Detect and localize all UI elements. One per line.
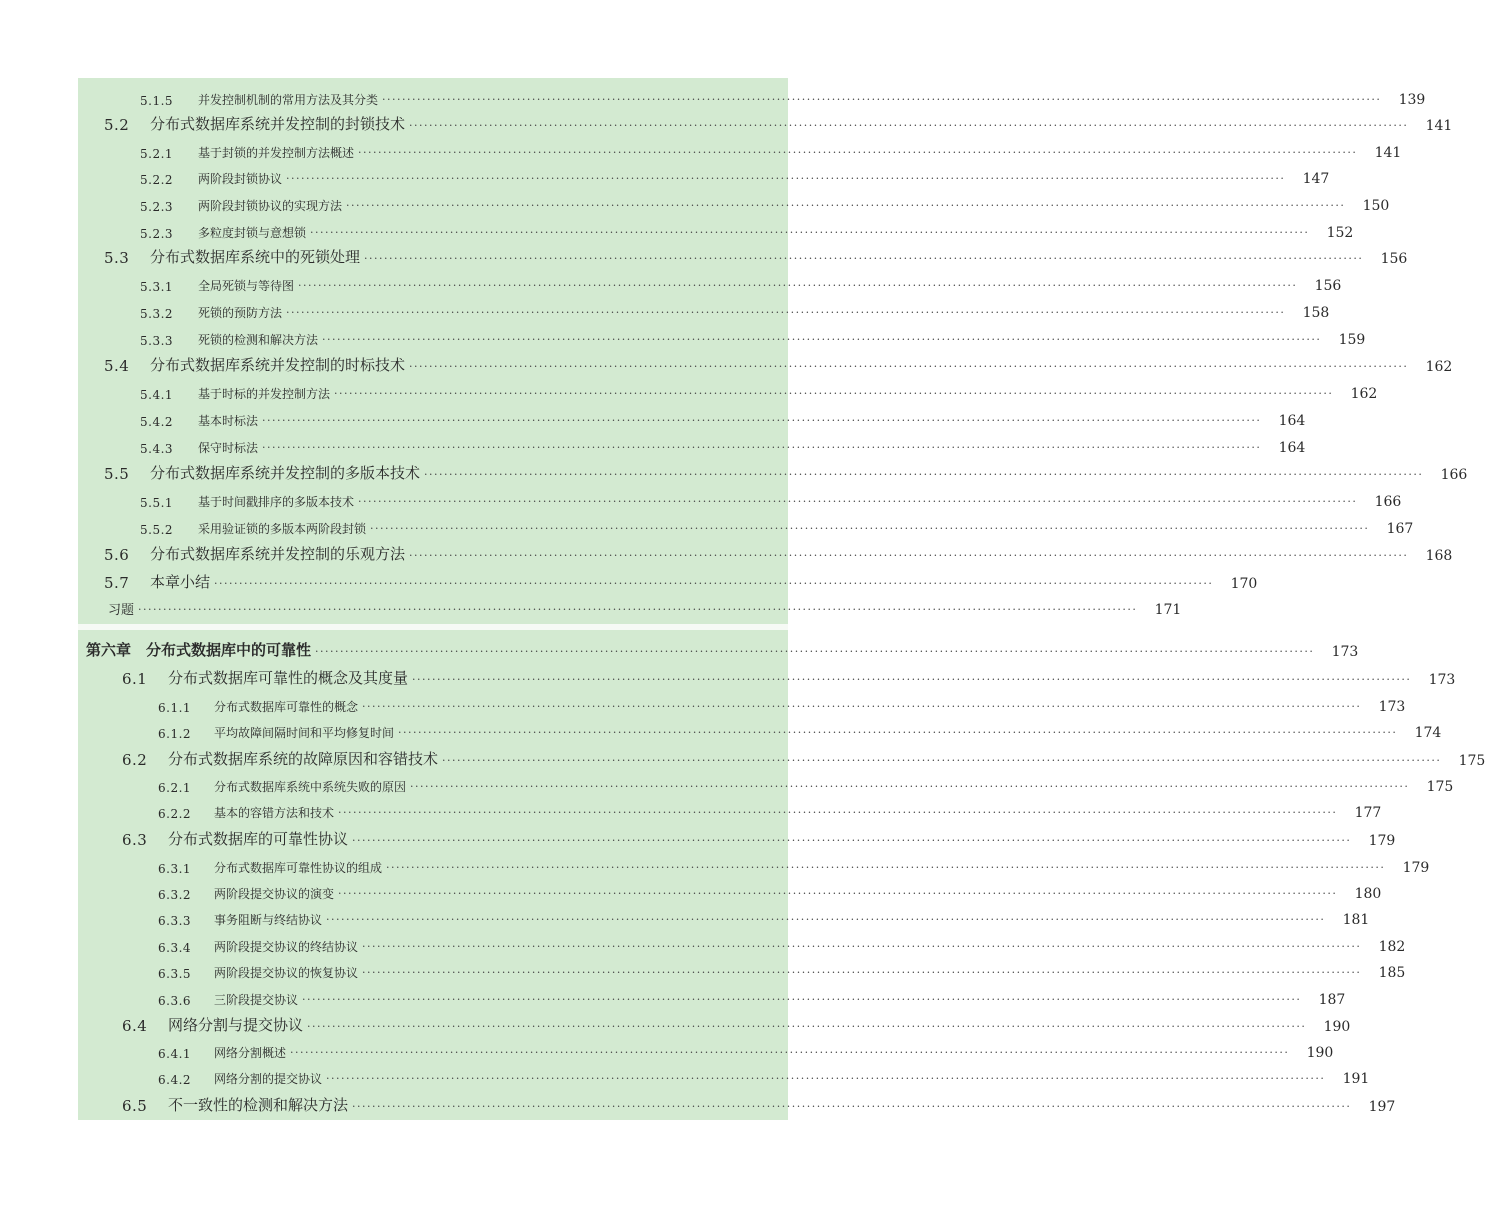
dot-leader: ········································································································································································································ — [412, 673, 1412, 686]
toc-entry-number: 5.6 — [104, 546, 130, 564]
toc-entry-page: 197 — [1368, 1099, 1396, 1115]
toc-entry-number: 6.3 — [122, 831, 148, 849]
toc-entry[interactable] — [78, 1013, 1351, 1035]
toc-entry-title: 基本的容错方法和技术 — [214, 806, 335, 820]
toc-entry[interactable] — [78, 461, 1468, 483]
dot-leader: ········································································································································································································ — [362, 966, 1362, 979]
dot-leader: ········································································································································································································ — [262, 414, 1262, 427]
toc-entry[interactable] — [78, 488, 1402, 510]
toc-entry[interactable] — [78, 693, 1406, 715]
toc-entry-number: 6.5 — [122, 1097, 148, 1115]
dot-leader: ········································································································································································································ — [286, 172, 1286, 185]
dot-leader: ········································································································································································································ — [338, 887, 1338, 900]
dot-leader: ········································································································································································································ — [352, 834, 1352, 847]
dot-leader: ········································································································································································································ — [386, 861, 1386, 874]
dot-leader: ········································································································································································································ — [362, 700, 1362, 713]
toc-entry-page: 182 — [1378, 939, 1406, 955]
toc-entry-number: 6.4.1 — [158, 1047, 192, 1061]
toc-entry-title: 两阶段提交协议的终结协议 — [214, 940, 359, 954]
dot-leader: ········································································································································································································ — [424, 468, 1424, 481]
toc-entry-page: 159 — [1338, 332, 1366, 348]
dot-leader: ········································································································································································································ — [346, 199, 1346, 212]
toc-entry-title: 分布式数据库可靠性的概念 — [214, 700, 359, 714]
toc-entry[interactable] — [78, 407, 1306, 429]
toc-entry-page: 167 — [1386, 521, 1414, 537]
toc-entry-page: 173 — [1331, 644, 1359, 660]
toc-entry-page: 191 — [1342, 1071, 1370, 1087]
dot-leader: ········································································································································································································ — [302, 993, 1302, 1006]
toc-entry-number: 5.5.2 — [140, 523, 174, 537]
toc-entry-title: 分布式数据库系统的故障原因和容错技术 — [168, 750, 439, 768]
dot-leader: ········································································································································································································ — [382, 93, 1382, 106]
toc-entry-number: 5.4.1 — [140, 388, 174, 402]
toc-entry-number: 5.2.3 — [140, 227, 174, 241]
dot-leader: ········································································································································································································ — [409, 119, 1409, 132]
toc-entry-page: 156 — [1314, 278, 1342, 294]
toc-entry-title: 保守时标法 — [198, 441, 259, 455]
toc-entry-title: 习题 — [108, 603, 135, 618]
dot-leader: ········································································································································································································ — [326, 913, 1326, 926]
toc-entry-title: 三阶段提交协议 — [214, 993, 299, 1007]
toc-entry-page: 141 — [1374, 145, 1402, 161]
toc-entry-page: 162 — [1350, 386, 1378, 402]
toc-entry[interactable] — [78, 986, 1346, 1008]
dot-leader: ········································································································································································································ — [334, 387, 1334, 400]
toc-entry[interactable] — [78, 906, 1370, 928]
toc-entry-page: 139 — [1398, 92, 1426, 108]
toc-entry[interactable] — [78, 434, 1306, 456]
toc-entry-title: 分布式数据库可靠性协议的组成 — [214, 861, 383, 875]
toc-entry-page: 162 — [1425, 359, 1453, 375]
toc-entry[interactable] — [78, 353, 1453, 375]
toc-entry[interactable] — [78, 1093, 1396, 1115]
toc-entry[interactable] — [78, 219, 1354, 241]
toc-entry[interactable] — [78, 959, 1406, 981]
toc-entry-number: 5.2.3 — [140, 200, 174, 214]
toc-entry-title: 分布式数据库可靠性的概念及其度量 — [168, 669, 409, 687]
toc-entry[interactable] — [78, 326, 1366, 348]
toc-entry-title: 两阶段提交协议的恢复协议 — [214, 966, 359, 980]
toc-entry-number: 6.1.1 — [158, 701, 192, 715]
toc-entry-number: 6.3.1 — [158, 862, 192, 876]
toc-entry-page: 187 — [1318, 992, 1346, 1008]
toc-entry-title: 基于封锁的并发控制方法概述 — [198, 146, 355, 160]
toc-entry[interactable] — [78, 799, 1382, 821]
toc-entry-page: 171 — [1154, 602, 1182, 618]
toc-entry-page: 166 — [1374, 494, 1402, 510]
dot-leader: ········································································································································································································ — [409, 549, 1409, 562]
dot-leader: ········································································································································································································ — [307, 1020, 1307, 1033]
toc-entry-title: 平均故障间隔时间和平均修复时间 — [214, 726, 395, 740]
dot-leader: ········································································································································································································ — [290, 1046, 1290, 1059]
toc-entry-number: 5.2 — [104, 116, 130, 134]
dot-leader: ········································································································································································································ — [358, 146, 1358, 159]
toc-entry-title: 分布式数据库系统并发控制的乐观方法 — [150, 545, 406, 563]
toc-entry-page: 190 — [1306, 1045, 1334, 1061]
toc-entry-number: 6.2.2 — [158, 807, 192, 821]
toc-entry-title: 全局死锁与等待图 — [198, 279, 295, 293]
toc-entry-title: 两阶段封锁协议 — [198, 172, 283, 186]
toc-entry-title: 死锁的检测和解决方法 — [198, 333, 319, 347]
toc-entry-number: 6.1.2 — [158, 727, 192, 741]
dot-leader: ········································································································································································································ — [409, 360, 1409, 373]
toc-entry-page: 179 — [1368, 833, 1396, 849]
toc-entry-number: 5.7 — [104, 574, 130, 592]
dot-leader: ········································································································································································································ — [326, 1072, 1326, 1085]
toc-entry-title: 分布式数据库系统并发控制的封锁技术 — [150, 115, 406, 133]
toc-entry[interactable] — [78, 542, 1453, 564]
toc-entry-title: 两阶段提交协议的演变 — [214, 887, 335, 901]
toc-entry-title: 网络分割概述 — [214, 1046, 287, 1060]
toc-entry-number: 6.3.2 — [158, 888, 192, 902]
toc-entry-title: 第六章 分布式数据库中的可靠性 — [86, 641, 312, 659]
toc-entry[interactable] — [78, 86, 1426, 108]
toc-entry[interactable] — [78, 245, 1408, 267]
dot-leader: ········································································································································································································ — [262, 441, 1262, 454]
toc-entry-title: 死锁的预防方法 — [198, 306, 283, 320]
toc-entry[interactable] — [78, 112, 1453, 134]
toc-entry-title: 网络分割与提交协议 — [168, 1016, 304, 1034]
toc-entry-number: 6.2 — [122, 751, 148, 769]
dot-leader: ········································································································································································································ — [298, 279, 1298, 292]
toc-entry[interactable] — [78, 380, 1378, 402]
toc-entry[interactable] — [78, 880, 1382, 902]
toc-entry-page: 190 — [1323, 1019, 1351, 1035]
toc-entry[interactable] — [78, 719, 1442, 741]
toc-entry[interactable] — [78, 165, 1330, 187]
toc-entry-page: 164 — [1278, 440, 1306, 456]
dot-leader: ········································································································································································································ — [398, 726, 1398, 739]
toc-entry[interactable] — [78, 596, 1182, 618]
toc-entry[interactable] — [78, 272, 1342, 294]
toc-entry-page: 156 — [1380, 251, 1408, 267]
toc-entry-page: 175 — [1458, 753, 1486, 769]
toc-entry[interactable] — [78, 570, 1258, 592]
dot-leader: ········································································································································································································ — [358, 495, 1358, 508]
toc-entry-title: 分布式数据库系统中系统失败的原因 — [214, 780, 407, 794]
dot-leader: ········································································································································································································ — [442, 754, 1442, 767]
toc-entry-title: 两阶段封锁协议的实现方法 — [198, 199, 343, 213]
toc-entry-page: 185 — [1378, 965, 1406, 981]
toc-entry-title: 本章小结 — [150, 573, 211, 591]
dot-leader: ········································································································································································································ — [364, 252, 1364, 265]
toc-entry[interactable] — [78, 747, 1486, 769]
toc-entry-page: 152 — [1326, 225, 1354, 241]
toc-entry-number: 5.4.2 — [140, 415, 174, 429]
toc-entry[interactable] — [78, 139, 1402, 161]
dot-leader: ········································································································································································································ — [370, 522, 1370, 535]
toc-entry[interactable] — [78, 638, 1359, 660]
toc-entry-number: 5.1.5 — [140, 94, 174, 108]
toc-entry-page: 150 — [1362, 198, 1390, 214]
toc-entry-page: 141 — [1425, 118, 1453, 134]
toc-entry-title: 事务阻断与终结协议 — [214, 913, 323, 927]
toc-entry[interactable] — [78, 1065, 1370, 1087]
toc-entry-page: 173 — [1428, 672, 1456, 688]
toc-entry-number: 6.4.2 — [158, 1073, 192, 1087]
toc-entry-number: 5.3.2 — [140, 307, 174, 321]
dot-leader: ········································································································································································································ — [362, 940, 1362, 953]
toc-entry-number: 5.5 — [104, 465, 130, 483]
toc-entry-number: 5.3.3 — [140, 334, 174, 348]
toc-entry[interactable] — [78, 515, 1414, 537]
toc-entry-page: 164 — [1278, 413, 1306, 429]
toc-entry-title: 多粒度封锁与意想锁 — [198, 226, 307, 240]
toc-entry[interactable] — [78, 299, 1330, 321]
toc-entry-number: 6.2.1 — [158, 781, 192, 795]
toc-entry-number: 6.3.5 — [158, 967, 192, 981]
toc-entry-page: 168 — [1425, 548, 1453, 564]
dot-leader: ········································································································································································································ — [138, 603, 1138, 616]
toc-entry-page: 147 — [1302, 171, 1330, 187]
toc-entry-page: 179 — [1402, 860, 1430, 876]
toc-entry-title: 分布式数据库系统并发控制的多版本技术 — [150, 464, 421, 482]
toc-entry[interactable] — [78, 1039, 1334, 1061]
toc-entry-number: 5.4.3 — [140, 442, 174, 456]
toc-entry-page: 173 — [1378, 699, 1406, 715]
toc-entry-number: 5.2.2 — [140, 173, 174, 187]
toc-entry-title: 基于时标的并发控制方法 — [198, 387, 331, 401]
toc-entry-number: 6.3.4 — [158, 941, 192, 955]
toc-entry-title: 并发控制机制的常用方法及其分类 — [198, 93, 379, 107]
toc-entry-title: 基于时间戳排序的多版本技术 — [198, 495, 355, 509]
toc-entry-page: 181 — [1342, 912, 1370, 928]
toc-entry-number: 5.2.1 — [140, 147, 174, 161]
toc-entry-title: 网络分割的提交协议 — [214, 1072, 323, 1086]
toc-entry-number: 5.5.1 — [140, 496, 174, 510]
toc-entry-title: 基本时标法 — [198, 414, 259, 428]
toc-entry[interactable] — [78, 773, 1454, 795]
toc-panel-chapter5 — [78, 78, 1468, 624]
toc-entry-number: 6.4 — [122, 1017, 148, 1035]
toc-entry-number: 5.4 — [104, 357, 130, 375]
dot-leader: ········································································································································································································ — [338, 806, 1338, 819]
dot-leader: ········································································································································································································ — [352, 1100, 1352, 1113]
toc-panel-chapter6 — [78, 630, 1486, 1120]
toc-entry-number: 6.3.6 — [158, 994, 192, 1008]
toc-entry[interactable] — [78, 933, 1406, 955]
toc-entry-title: 分布式数据库系统中的死锁处理 — [150, 248, 361, 266]
dot-leader: ········································································································································································································ — [214, 577, 1214, 590]
toc-entry-number: 5.3.1 — [140, 280, 174, 294]
dot-leader: ········································································································································································································ — [286, 306, 1286, 319]
toc-entry-title: 采用验证锁的多版本两阶段封锁 — [198, 522, 367, 536]
toc-entry-page: 166 — [1440, 467, 1468, 483]
dot-leader: ········································································································································································································ — [310, 226, 1310, 239]
toc-entry-number: 6.3.3 — [158, 914, 192, 928]
toc-entry-title: 分布式数据库的可靠性协议 — [168, 830, 349, 848]
toc-entry-number: 5.3 — [104, 249, 130, 267]
toc-entry[interactable] — [78, 827, 1396, 849]
toc-entry[interactable] — [78, 192, 1390, 214]
toc-entry-page: 180 — [1354, 886, 1382, 902]
toc-entry-title: 分布式数据库系统并发控制的时标技术 — [150, 356, 406, 374]
toc-entry-number: 6.1 — [122, 670, 148, 688]
toc-entry-page: 170 — [1230, 576, 1258, 592]
dot-leader: ········································································································································································································ — [315, 645, 1315, 658]
dot-leader: ········································································································································································································ — [322, 333, 1322, 346]
toc-entry[interactable] — [78, 854, 1430, 876]
toc-entry-page: 177 — [1354, 805, 1382, 821]
toc-entry-page: 175 — [1426, 779, 1454, 795]
dot-leader: ········································································································································································································ — [410, 780, 1410, 793]
toc-entry[interactable] — [78, 666, 1456, 688]
toc-entry-page: 174 — [1414, 725, 1442, 741]
toc-entry-page: 158 — [1302, 305, 1330, 321]
toc-entry-title: 不一致性的检测和解决方法 — [168, 1096, 349, 1114]
